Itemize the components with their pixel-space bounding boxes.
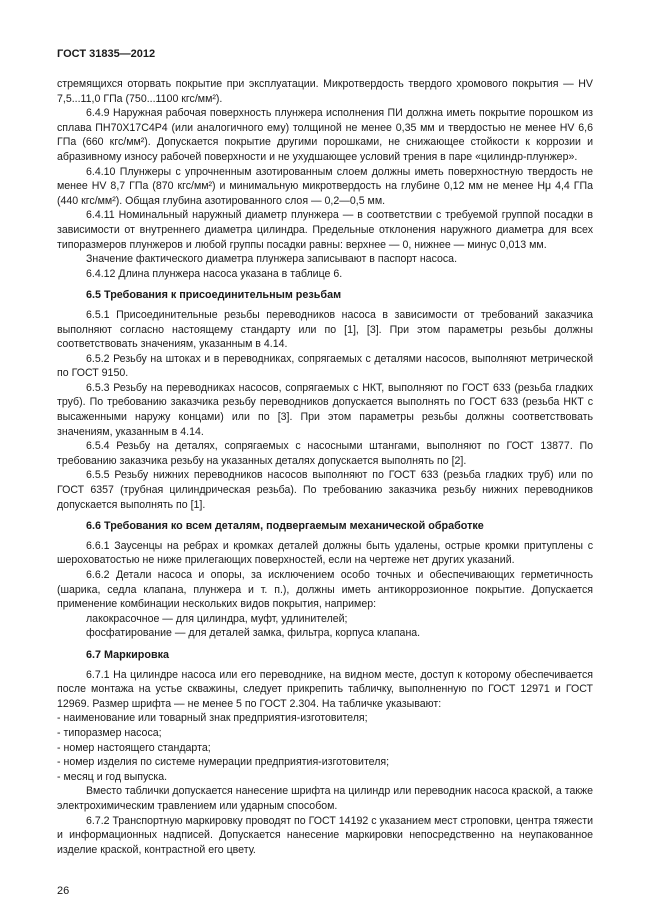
paragraph-6-4-9: 6.4.9 Наружная рабочая поверхность плунжера исполнения ПИ должна иметь покрытие порошком из сплава ПН70Х17С4Р4 (или аналогичного ему) толщиной не менее 0,35 мм и твердостью не менее HV 6,6 ГПа (660 кгс/мм²). Допускается покрытие другими порошками, не снижающее стойкости к коррозии и абразивному износу рабочей поверхности и не ухудшающее условий трения в паре «цилиндр-плунжер». — [57, 107, 593, 163]
paragraph-6-4-10: 6.4.10 Плунжеры с упрочненным азотированным слоем должны иметь поверхностную твердость не менее HV 8,7 ГПа (870 кгс/мм²) и минимальную микротвердость на глубине 0,12 мм не менее Hμ 4,4 ГПа (440 кгс/мм²). Общая глубина азотированного слоя — 0,2—0,5 мм. — [57, 165, 593, 207]
paragraph-6-6-2-item-a: лакокрасочное — для цилиндра, муфт, удлинителей; — [86, 612, 348, 625]
paragraph-6-6-2-item-b: фосфатирование — для деталей замка, фильтра, корпуса клапана. — [86, 627, 421, 640]
list-item: - месяц и год выпуска. — [57, 770, 168, 783]
paragraph-6-5-2: 6.5.2 Резьбу на штоках и в переводниках, сопрягаемых с деталями насосов, выполняют метрической по ГОСТ 9150. — [57, 352, 593, 380]
document-header: ГОСТ 31835—2012 — [57, 48, 156, 60]
list-item: - номер настоящего стандарта; — [57, 741, 211, 754]
paragraph-6-4-11: 6.4.11 Номинальный наружный диаметр плунжера — в соответствии с требуемой группой посадки в зависимости от внутреннего диаметра цилиндра. Предельные отклонения наружного диаметра для всех типоразмеров плунжеров и любой группы посадки равны: верхнее — 0, нижнее — минус 0,013 мм. — [57, 209, 593, 251]
paragraph-6-6-1: 6.6.1 Заусенцы на ребрах и кромках деталей должны быть удалены, острые кромки притуплены с шероховатостью не ниже прилегающих поверхностей, если на чертеже нет других указаний. — [57, 539, 593, 567]
paragraph-6-5-5: 6.5.5 Резьбу нижних переводников насосов выполняют по ГОСТ 633 (резьба гладких труб) или по ГОСТ 6357 (трубная цилиндрическая резьба). По требованию заказчика резьбу нижних переводников допускается выполнять по [1]. — [57, 469, 593, 511]
paragraph-6-6-2: 6.6.2 Детали насоса и опоры, за исключением особо точных и обеспечивающих герметичность (шарика, седла клапана, плунжера и т. п.), должны иметь антикоррозионное покрытие. Допускается применение комбинации нескольких видов покрытия, например: — [57, 569, 593, 611]
section-heading-6-7: 6.7 Маркировка — [86, 648, 170, 661]
list-item: - наименование или товарный знак предприятия-изготовителя; — [57, 712, 368, 725]
list-item: - типоразмер насоса; — [57, 726, 162, 739]
paragraph-6-7-1: 6.7.1 На цилиндре насоса или его переводнике, на видном месте, доступ к которому обеспечивается после монтажа на устье скважины, следует прикрепить табличку, выполненную по ГОСТ 12971 и ГОСТ 12969. Размер шрифта — не менее 5 по ГОСТ 2.304. На табличке указывают: — [57, 668, 593, 710]
paragraph-continuation: стремящихся оторвать покрытие при эксплуатации. Микротвердость твердого хромового покрытия — HV 7,5...11,0 ГПа (750...1100 кгс/мм²). — [57, 78, 593, 105]
paragraph-6-4-12: 6.4.12 Длина плунжера насоса указана в таблице 6. — [86, 267, 343, 280]
page-number: 26 — [57, 885, 70, 897]
section-heading-6-5: 6.5 Требования к присоединительным резьбам — [86, 289, 342, 302]
list-item: - номер изделия по системе нумерации предприятия-изготовителя; — [57, 756, 390, 769]
paragraph-6-5-4: 6.5.4 Резьбу на деталях, сопрягаемых с насосными штангами, выполняют по ГОСТ 13877. По требованию заказчика резьбу на указанных деталях допускается выполнять по [2]. — [57, 440, 593, 467]
paragraph-6-4-11-note: Значение фактического диаметра плунжера записывают в паспорт насоса. — [86, 253, 458, 266]
document-body — [57, 77, 593, 857]
paragraph-6-7-1-note: Вместо таблички допускается нанесение шрифта на цилиндр или переводник насоса краской, а также электрохимическим травлением или ударным способом. — [57, 785, 593, 812]
paragraph-6-5-3: 6.5.3 Резьбу на переводниках насосов, сопрягаемых с НКТ, выполняют по ГОСТ 633 (резьба гладких труб). По требованию заказчика резьбу переводников допускается выполнять по ГОСТ 633 (резьба НКТ с высаженными наружу концами) или по [3]. При этом параметры резьбы должны соответствовать значениям, указанным в 4.14. — [57, 381, 593, 438]
paragraph-6-7-2: 6.7.2 Транспортную маркировку проводят по ГОСТ 14192 с указанием мест строповки, центра тяжести и информационных надписей. Допускается нанесение маркировки непосредственно на неупакованное изделие краской, контрастной его цвету. — [57, 814, 593, 856]
paragraph-6-5-1: 6.5.1 Присоединительные резьбы переводников насоса в зависимости от требований заказчика выполняют согласно настоящему стандарту или по [1], [3]. При этом параметры резьбы должны соответствовать значениям, указанным в 4.14. — [57, 308, 593, 351]
section-heading-6-6: 6.6 Требования ко всем деталям, подвергаемым механической обработке — [86, 520, 484, 533]
